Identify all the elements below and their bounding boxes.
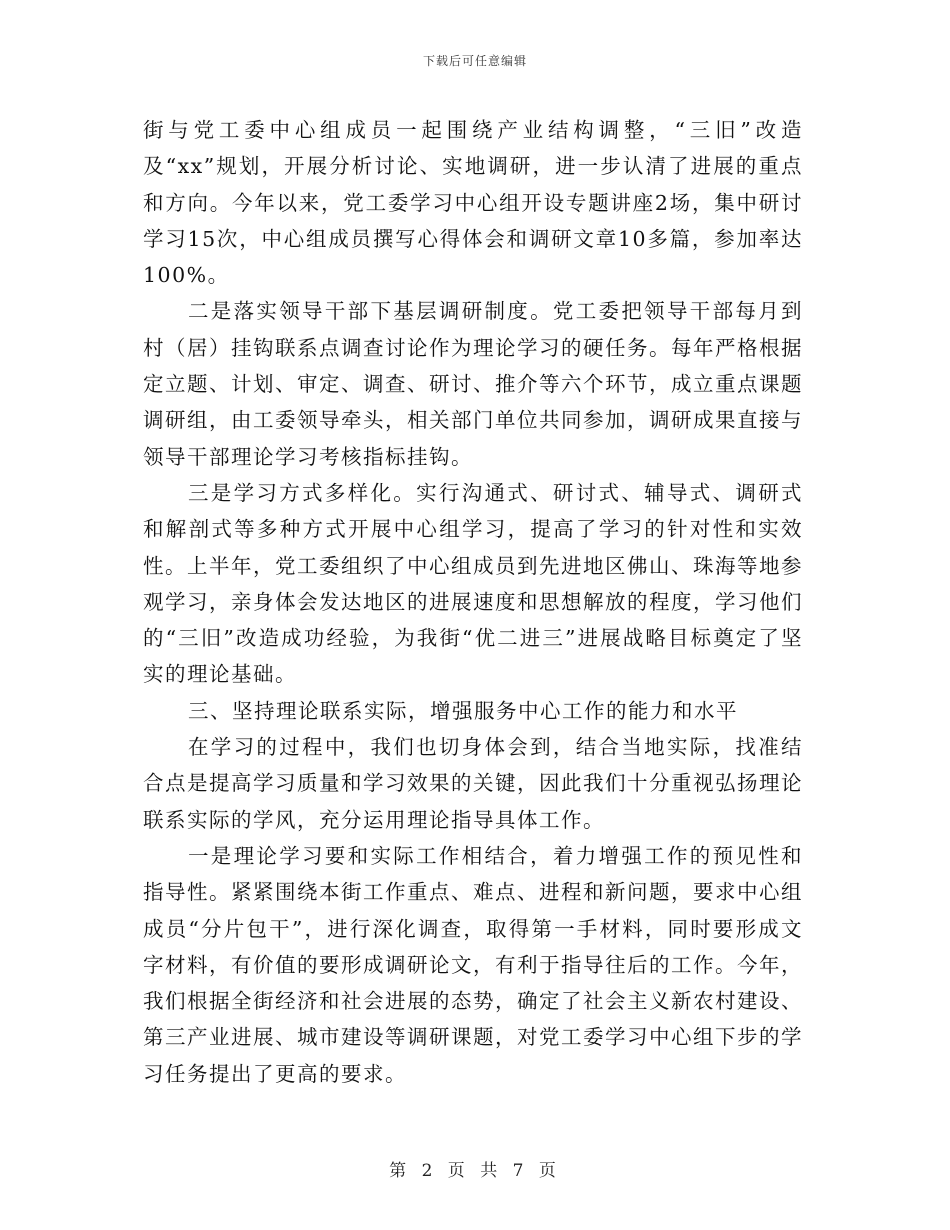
document-body <box>143 112 803 1092</box>
paragraph-theory-practice: 在学习的过程中，我们也切身体会到，结合当地实际，找准结合点是提高学习质量和学习效果的关键，因此我们十分重视弘扬理论联系实际的学风，充分运用理论指导具体工作。 <box>143 735 803 832</box>
paragraph-continued: 街与党工委中心组成员一起围绕产业结构调整，“三旧”改造及“xx”规划，开展分析讨论、实地调研，进一步认清了进展的重点和方向。今年以来，党工委学习中心组开设专题讲座2场，集中研讨学习15次，中心组成员撰写心得体会和调研文章10多篇，参加率达100%。 <box>143 118 803 288</box>
page-header: 下载后可任意编辑 <box>422 54 527 68</box>
section-heading-three: 三、坚持理论联系实际，增强服务中心工作的能力和水平 <box>188 698 738 723</box>
paragraph-research-system: 二是落实领导干部下基层调研制度。党工委把领导干部每月到村（居）挂钩联系点调查讨论作为理论学习的硬任务。每年严格根据定立题、计划、审定、调查、研讨、推介等六个环节，成立重点课题调研组，由工委领导牵头，相关部门单位共同参加，调研成果直接与领导干部理论学习考核指标挂钩。 <box>143 299 803 469</box>
paragraph-work-combination: 一是理论学习要和实际工作相结合，着力增强工作的预见性和指导性。紧紧围绕本街工作重点、难点、进程和新问题，要求中心组成员“分片包干”，进行深化调查，取得第一手材料，同时要形成文字材料，有价值的要形成调研论文，有利于指导往后的工作。今年，我们根据全街经济和社会进展的态势，确定了社会主义新农村建设、第三产业进展、城市建设等调研课题，对党工委学习中心组下步的学习任务提出了更高的要求。 <box>143 843 803 1086</box>
paragraph-study-methods: 三是学习方式多样化。实行沟通式、研讨式、辅导式、调研式和解剖式等多种方式开展中心组学习，提高了学习的针对性和实效性。上半年，党工委组织了中心组成员到先进地区佛山、珠海等地参观学习，亲身体会发达地区的进展速度和思想解放的程度，学习他们的“三旧”改造成功经验，为我街“优二进三”进展战略目标奠定了坚实的理论基础。 <box>143 480 803 687</box>
page-number: 第 2 页 共 7 页 <box>389 1161 561 1181</box>
